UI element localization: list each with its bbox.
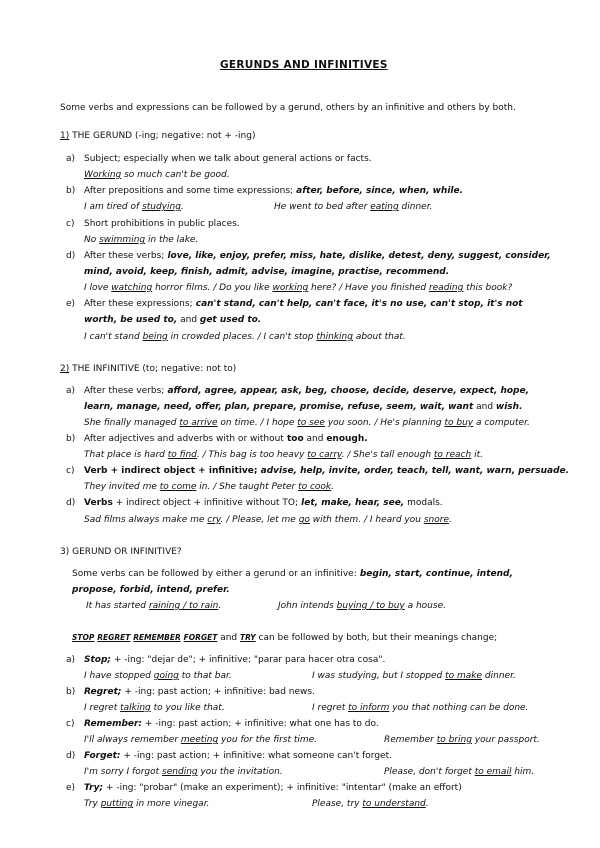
s3-b-example-1: I regret talking to you like that. bbox=[84, 703, 225, 713]
s3-note: STOP REGRET REMEMBER FORGET and TRY can be followed by both, but their meanings change; bbox=[72, 633, 498, 643]
s2-a-label: a) bbox=[66, 386, 76, 396]
s3-example-1: It has started raining / to rain. bbox=[86, 601, 222, 611]
s1-b-label: b) bbox=[66, 186, 76, 196]
section-1-heading: 1) THE GERUND (-ing; negative: not + -ing) bbox=[60, 131, 256, 141]
s3-a-example-2: I was studying, but I stopped to make dinner. bbox=[312, 671, 516, 681]
s3-d-example-1: I'm sorry I forgot sending you the invitation. bbox=[84, 767, 283, 777]
s2-d-rule: Verbs + indirect object + infinitive without TO; let, make, hear, see, modals. bbox=[84, 498, 443, 508]
s3-a-label: a) bbox=[66, 655, 76, 665]
s1-e-examples: I can't stand being in crowded places. / I can't stop thinking about that. bbox=[84, 332, 406, 342]
s2-b-examples: That place is hard to find. / This bag is too heavy to carry. / She's tall enough to reach it. bbox=[84, 450, 483, 460]
section-3-heading: 3) GERUND OR INFINITIVE? bbox=[60, 547, 182, 557]
s2-a-examples: She finally managed to arrive on time. / I hope to see you soon. / He's planning to buy a computer. bbox=[84, 418, 530, 428]
s1-e-label: e) bbox=[66, 299, 76, 309]
s3-intro: Some verbs can be followed by either a gerund or an infinitive: begin, start, continue, intend, bbox=[72, 569, 513, 579]
s3-a-example-1: I have stopped going to that bar. bbox=[84, 671, 232, 681]
s1-a-example: Working so much can't be good. bbox=[84, 170, 230, 180]
section-2-heading: 2) THE INFINITIVE (to; negative: not to) bbox=[60, 364, 237, 374]
s3-d-label: d) bbox=[66, 751, 76, 761]
s3-c-rule: Remember: + -ing: past action; + infinitive: what one has to do. bbox=[84, 719, 379, 729]
s2-b-rule: After adjectives and adverbs with or without too and enough. bbox=[84, 434, 368, 444]
s3-c-label: c) bbox=[66, 719, 75, 729]
s2-c-examples: They invited me to come in. / She taught Peter to cook. bbox=[84, 482, 335, 492]
s1-e-rule: After these expressions; can't stand, can't help, can't face, it's no use, can't stop, it's not bbox=[84, 299, 523, 309]
s2-a-rule: After these verbs; afford, agree, appear, ask, beg, choose, decide, deserve, expect, hope, bbox=[84, 386, 530, 396]
s2-c-label: c) bbox=[66, 466, 75, 476]
s3-e-example-1: Try putting in more vinegar. bbox=[84, 799, 210, 809]
s3-a-rule: Stop; + -ing: "dejar de"; + infinitive: "parar para hacer otra cosa". bbox=[84, 655, 386, 665]
page-title: GERUNDS AND INFINITIVES bbox=[220, 59, 388, 71]
s3-d-example-2: Please, don't forget to email him. bbox=[384, 767, 535, 777]
s1-b-example-2: He went to bed after eating dinner. bbox=[274, 202, 433, 212]
s1-c-label: c) bbox=[66, 219, 75, 229]
s1-b-rule: After prepositions and some time expressions; after, before, since, when, while. bbox=[84, 186, 464, 196]
intro-paragraph: Some verbs and expressions can be followed by a gerund, others by an infinitive and others by both. bbox=[60, 103, 516, 113]
s3-example-2: John intends buying / to buy a house. bbox=[278, 601, 446, 611]
s3-e-example-2: Please, try to understand. bbox=[312, 799, 429, 809]
s3-b-label: b) bbox=[66, 687, 76, 697]
s1-a-rule: Subject; especially when we talk about general actions or facts. bbox=[84, 154, 372, 164]
s1-d-rule: After these verbs; love, like, enjoy, prefer, miss, hate, dislike, detest, deny, suggest, consider, bbox=[84, 251, 551, 261]
s3-e-label: e) bbox=[66, 783, 76, 793]
s1-a-label: a) bbox=[66, 154, 76, 164]
s3-c-example-2: Remember to bring your passport. bbox=[384, 735, 540, 745]
s2-d-label: d) bbox=[66, 498, 76, 508]
s3-intro-cont: propose, forbid, intend, prefer. bbox=[72, 585, 230, 595]
s3-c-example-1: I'll always remember meeting you for the first time. bbox=[84, 735, 318, 745]
s2-b-label: b) bbox=[66, 434, 76, 444]
s1-b-example-1: I am tired of studying. bbox=[84, 202, 184, 212]
s3-e-rule: Try; + -ing: "probar" (make an experiment); + infinitive: "intentar" (make an effort) bbox=[84, 783, 462, 793]
s2-d-examples: Sad films always make me cry. / Please, let me go with them. / I heard you snore. bbox=[84, 515, 452, 525]
s3-b-example-2: I regret to inform you that nothing can be done. bbox=[312, 703, 529, 713]
s1-c-rule: Short prohibitions in public places. bbox=[84, 219, 240, 229]
s3-b-rule: Regret; + -ing: past action; + infinitive: bad news. bbox=[84, 687, 315, 697]
s1-c-example: No swimming in the lake. bbox=[84, 235, 199, 245]
s3-d-rule: Forget: + -ing: past action; + infinitive: what someone can't forget. bbox=[84, 751, 392, 761]
s2-c-rule: Verb + indirect object + infinitive; advise, help, invite, order, teach, tell, want, warn, persuade. bbox=[84, 466, 570, 476]
s1-d-label: d) bbox=[66, 251, 76, 261]
s1-e-rule-cont: worth, be used to, and get used to. bbox=[84, 315, 262, 325]
s1-d-rule-cont: mind, avoid, keep, finish, admit, advise, imagine, practise, recommend. bbox=[84, 267, 450, 277]
s2-a-rule-cont: learn, manage, need, offer, plan, prepare, promise, refuse, seem, wait, want and wish. bbox=[84, 402, 523, 412]
s1-d-examples: I love watching horror films. / Do you like working here? / Have you finished reading this book? bbox=[84, 283, 513, 293]
